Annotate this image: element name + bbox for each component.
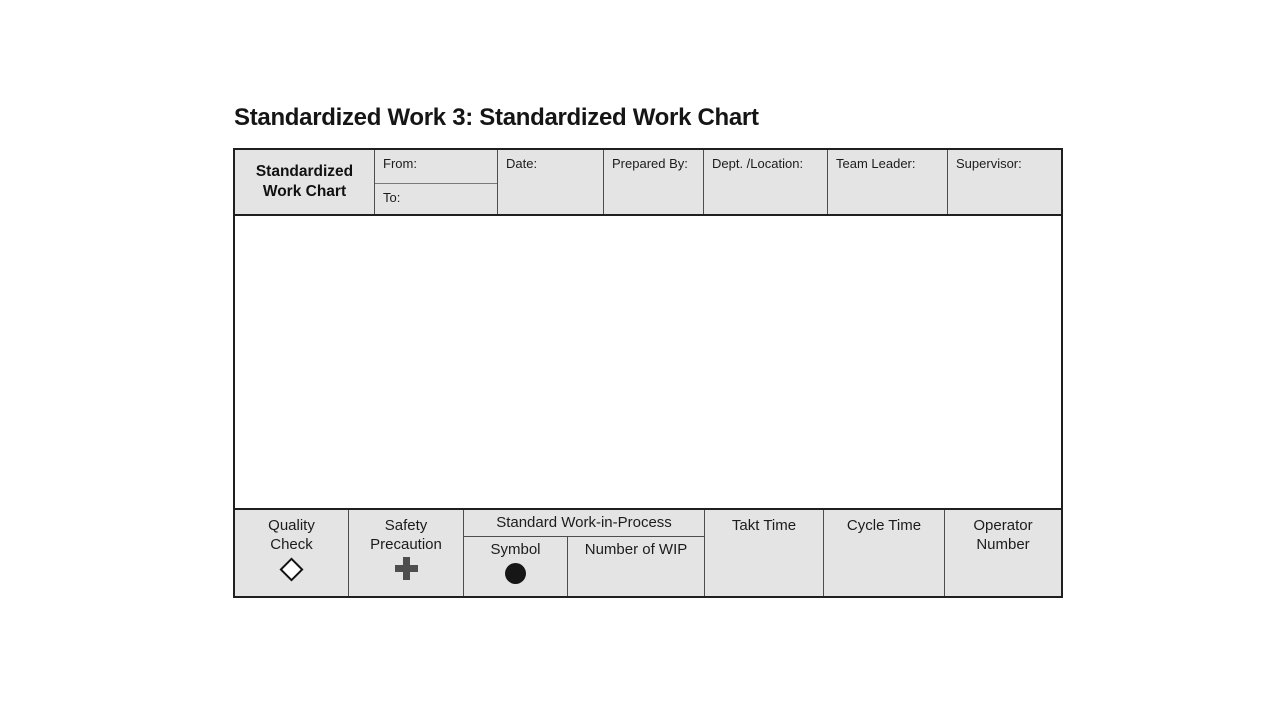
quality-check-diamond-icon: [279, 557, 303, 581]
standardized-work-chart-form: [233, 148, 1063, 598]
wip-symbol-label: Symbol: [490, 541, 541, 558]
standard-wip-cell: [464, 510, 705, 596]
number-of-wip-cell: [568, 537, 704, 596]
safety-precaution-label: Safety Precaution: [370, 517, 442, 553]
safety-precaution-cross-icon: [395, 557, 418, 580]
dept-location-field: [704, 150, 828, 214]
standard-wip-title: Standard Work-in-Process: [464, 510, 704, 537]
supervisor-field: [948, 150, 1061, 214]
from-field: [375, 150, 497, 184]
quality-check-label: Quality Check: [268, 517, 315, 553]
date-label: Date:: [506, 156, 538, 171]
from-to-cell: [375, 150, 498, 214]
operator-number-cell: [945, 510, 1061, 596]
quality-check-cell: [235, 510, 349, 596]
team-leader-field: [828, 150, 948, 214]
dept-location-label: Dept. /Location:: [712, 156, 804, 171]
date-field: [498, 150, 604, 214]
safety-precaution-cell: [349, 510, 464, 596]
work-layout-area: [235, 216, 1061, 508]
wip-filled-circle-icon: [505, 563, 526, 584]
from-label: From:: [383, 156, 417, 171]
number-of-wip-label: Number of WIP: [584, 541, 688, 558]
team-leader-label: Team Leader:: [836, 156, 916, 171]
form-header-row: [235, 150, 1061, 216]
cycle-time-label: Cycle Time: [846, 517, 922, 534]
form-footer-row: [235, 508, 1061, 596]
wip-symbol-cell: [464, 537, 568, 596]
takt-time-cell: [705, 510, 824, 596]
form-name-line1: Standardized: [255, 163, 354, 180]
cycle-time-cell: [824, 510, 945, 596]
form-name-cell: [235, 150, 375, 214]
prepared-by-field: [604, 150, 704, 214]
to-label: To:: [383, 190, 401, 205]
standard-wip-subrow: [464, 537, 704, 596]
operator-number-label: Operator Number: [973, 517, 1033, 553]
takt-time-label: Takt Time: [731, 517, 797, 534]
supervisor-label: Supervisor:: [956, 156, 1022, 171]
page-title: Standardized Work 3: Standardized Work Chart: [234, 104, 759, 131]
prepared-by-label: Prepared By:: [612, 156, 688, 171]
form-name-line2: Work Chart: [262, 183, 347, 200]
to-field: [375, 184, 497, 214]
